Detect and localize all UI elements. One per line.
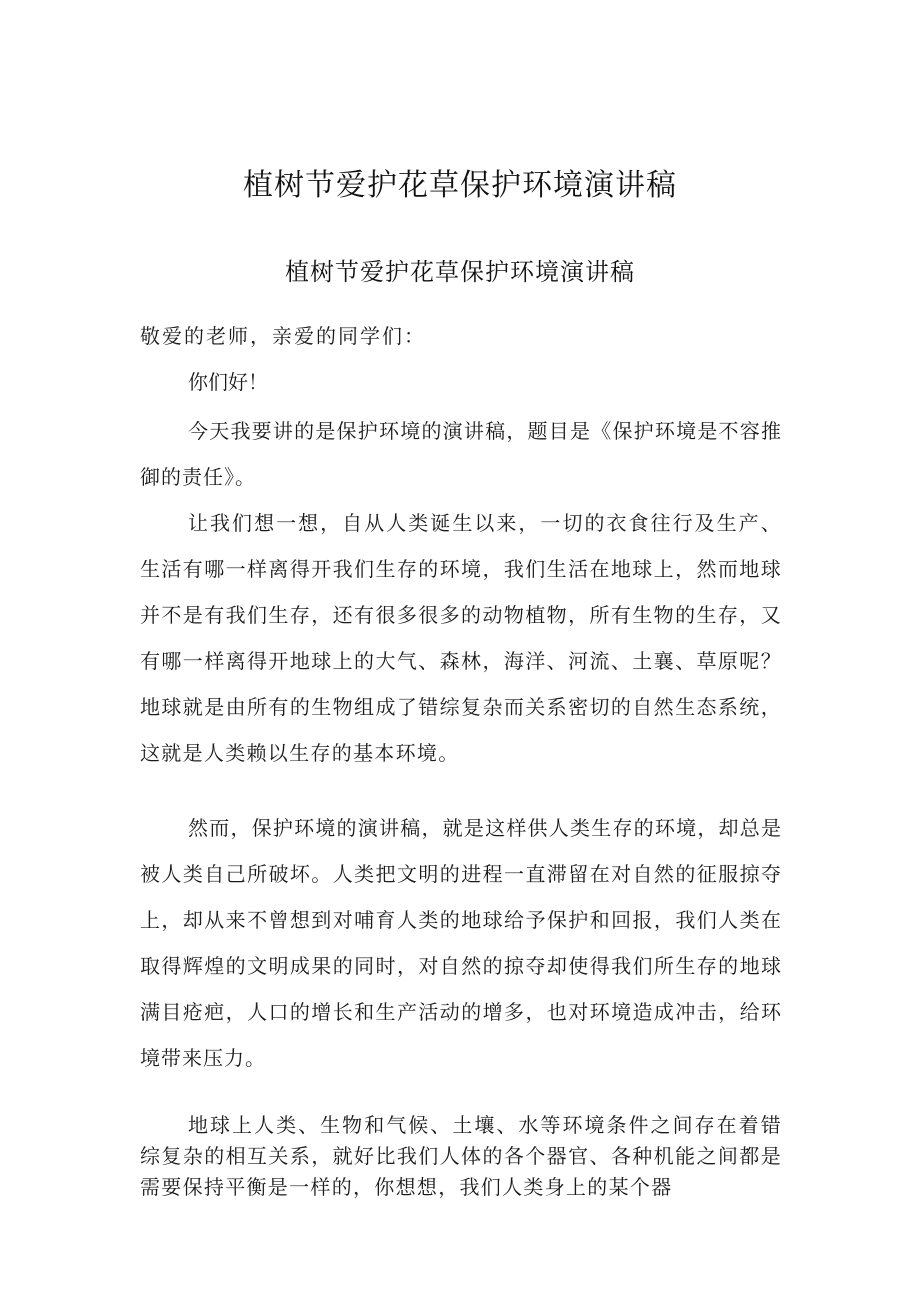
paragraph-1: 今天我要讲的是保护环境的演讲稿，题目是《保护环境是不容推御的责任》。: [140, 419, 782, 489]
document-title: 植树节爱护花草保护环境演讲稿: [243, 168, 677, 203]
paragraph-4: 地球上人类、生物和气候、土壤、水等环境条件之间存在着错综复杂的相互关系，就好比我们人体的各个器官、各种机能之间都是需要保持平衡是一样的，你想想，我们人类身上的某个器: [140, 1113, 782, 1199]
greeting-line: 敬爱的老师，亲爱的同学们：: [140, 324, 426, 348]
paragraph-3: 然而，保护环境的演讲稿，就是这样供人类生存的环境，却总是被人类自己所破坏。人类把文明的进程一直滞留在对自然的征服掠夺上，却从来不曾想到对哺育人类的地球给予保护和回报，我们人类在取得辉煌的文明成果的同时，对自然的掠夺却使得我们所生存的地球满目疮疤，人口的增长和生产活动的增多，也对环境造成冲击，给环境带来压力。: [140, 816, 782, 1070]
paragraph-2: 让我们想一想，自从人类诞生以来，一切的衣食往行及生产、生活有哪一样离得开我们生存的环境，我们生活在地球上，然而地球并不是有我们生存，还有很多很多的动物植物，所有生物的生存，又有哪一样离得开地球上的大气、森林，海洋、河流、土襄、草原呢？地球就是由所有的生物组成了错综复杂而关系密切的自然生态系统，这就是人类赖以生存的基本环境。: [140, 511, 782, 765]
document-subtitle: 植树节爱护花草保护环境演讲稿: [285, 258, 635, 286]
hello-line: 你们好！: [188, 370, 268, 394]
